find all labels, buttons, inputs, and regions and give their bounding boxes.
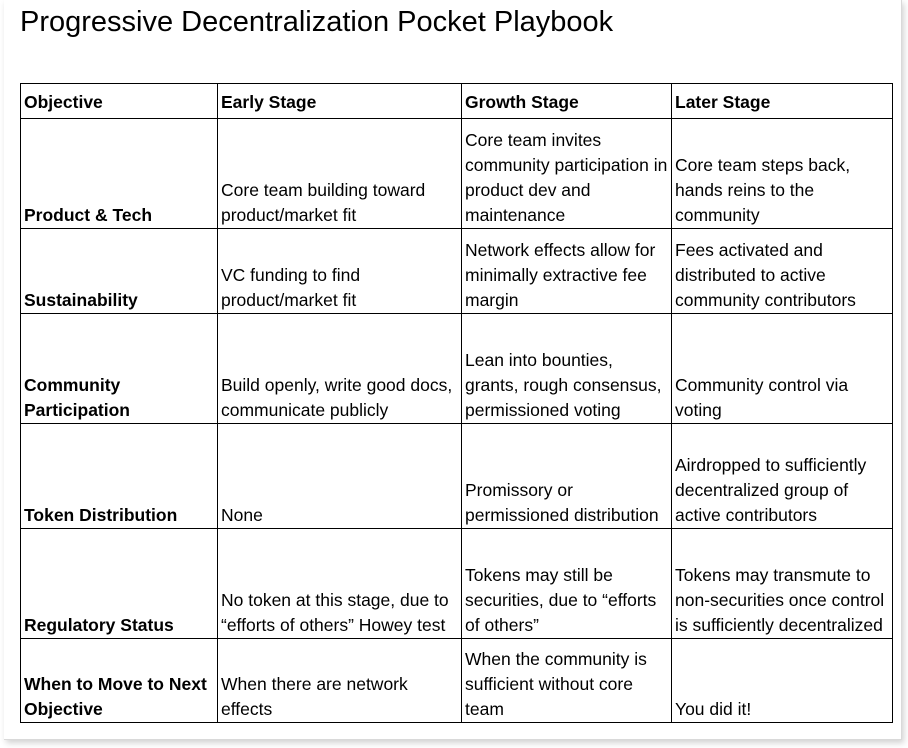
table-row-when-to-move xyxy=(21,639,893,723)
objective-cell: Token Distribution xyxy=(21,424,218,529)
later-stage-cell: Airdropped to sufficiently decentralized group of active contributors xyxy=(672,424,893,529)
growth-stage-cell: Network effects allow for minimally extractive fee margin xyxy=(462,229,672,314)
early-stage-cell: VC funding to find product/market fit xyxy=(218,229,462,314)
early-stage-cell: No token at this stage, due to “efforts of others” Howey test xyxy=(218,529,462,639)
objective-cell: Product & Tech xyxy=(21,119,218,229)
early-stage-cell: None xyxy=(218,424,462,529)
growth-stage-cell: Lean into bounties, grants, rough consensus, permissioned voting xyxy=(462,314,672,424)
growth-stage-cell: Core team invites community participation in product dev and maintenance xyxy=(462,119,672,229)
later-stage-cell: Fees activated and distributed to active community contributors xyxy=(672,229,893,314)
objective-cell: When to Move to Next Objective xyxy=(21,639,218,723)
header-later-stage: Later Stage xyxy=(672,84,893,119)
later-stage-cell: Tokens may transmute to non-securities once control is sufficiently decentralized xyxy=(672,529,893,639)
early-stage-cell: When there are network effects xyxy=(218,639,462,723)
playbook-table xyxy=(20,83,893,723)
document-card xyxy=(4,0,902,740)
table-header-row xyxy=(21,84,893,119)
table-row-community-participation xyxy=(21,314,893,424)
objective-cell: Regulatory Status xyxy=(21,529,218,639)
growth-stage-cell: When the community is sufficient without core team xyxy=(462,639,672,723)
later-stage-cell: You did it! xyxy=(672,639,893,723)
table-row-token-distribution xyxy=(21,424,893,529)
table-row-product-tech xyxy=(21,119,893,229)
page-title: Progressive Decentralization Pocket Playbook xyxy=(20,6,614,38)
later-stage-cell: Community control via voting xyxy=(672,314,893,424)
header-growth-stage: Growth Stage xyxy=(462,84,672,119)
objective-cell: Community Participation xyxy=(21,314,218,424)
growth-stage-cell: Promissory or permissioned distribution xyxy=(462,424,672,529)
later-stage-cell: Core team steps back, hands reins to the community xyxy=(672,119,893,229)
table-row-regulatory-status xyxy=(21,529,893,639)
table-row-sustainability xyxy=(21,229,893,314)
early-stage-cell: Build openly, write good docs, communicate publicly xyxy=(218,314,462,424)
header-early-stage: Early Stage xyxy=(218,84,462,119)
header-objective: Objective xyxy=(21,84,218,119)
objective-cell: Sustainability xyxy=(21,229,218,314)
growth-stage-cell: Tokens may still be securities, due to “efforts of others” xyxy=(462,529,672,639)
early-stage-cell: Core team building toward product/market fit xyxy=(218,119,462,229)
